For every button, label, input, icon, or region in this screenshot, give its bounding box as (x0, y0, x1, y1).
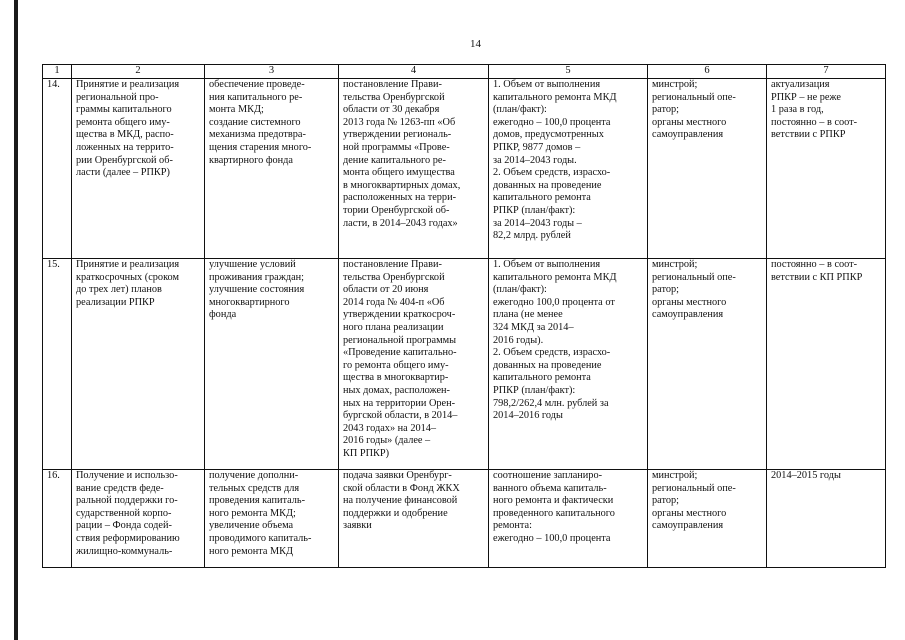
column-header-7: 7 (767, 65, 886, 79)
measure-indicators: 1. Объем от выполнения капитального ремонта МКД (план/факт): ежегодно – 100,0 процента домов, предусмотренных РПКР, 9877 домов – за 2014–2043 годы. 2. Объем средств, израсхо- дованных на проведение капитального ремонта РПКР (план/факт): за 2014–2043 годы – 82,2 млрд. рублей (489, 79, 648, 259)
measure-goal: обеспечение проведе- ния капитального ре- монта МКД; создание системного механизма предотвра- щения старения много- квартирного фонда (205, 79, 339, 259)
measure-document: постановление Прави- тельства Оренбургской области от 30 декабря 2013 года № 1263-пп «Об утверждении региональ- ной программы «Прове- дение капитального ре- монта общего имущества в многоквартирных домах, расположенных на терри- тории Оренбургской об- ласти, в 2014–2043 годах» (339, 79, 489, 259)
measure-name: Получение и использо- вание средств феде- ральной поддержки го- сударственной корпо- рации – Фонда содей- ствия реформированию жилищно-коммуналь- (72, 470, 205, 568)
measure-document: подача заявки Оренбург- ской области в Фонд ЖКХ на получение финансовой поддержки и одобрение заявки (339, 470, 489, 568)
column-header-2: 2 (72, 65, 205, 79)
table-row (43, 470, 886, 568)
page-number: 14 (470, 38, 481, 50)
measures-table (42, 64, 886, 568)
measure-term: постоянно – в соот- ветствии с КП РПКР (767, 259, 886, 470)
column-header-6: 6 (648, 65, 767, 79)
column-header-4: 4 (339, 65, 489, 79)
measure-name: Принятие и реализация региональной про- граммы капитального ремонта общего иму- щества в МКД, распо- ложенных на террито- рии Оренбургской об- ласти (далее – РПКР) (72, 79, 205, 259)
measure-document: постановление Прави- тельства Оренбургской области от 20 июня 2014 года № 404-п «Об утверждении краткосроч- ного плана реализации региональной программы «Проведение капитально- го ремонта общего иму- щества в многоквартир- ных домах, расположен- ных на территории Орен- бургской области, в 2014– 2043 годах» на 2014– 2016 годы» (далее – КП РПКР) (339, 259, 489, 470)
measure-indicators: 1. Объем от выполнения капитального ремонта МКД (план/факт): ежегодно 100,0 процента от плана (не менее 324 МКД за 2014– 2016 годы). 2. Объем средств, израсхо- дованных на проведение капитального ремонта РПКР (план/факт): 798,2/262,4 млн. рублей за 2014–2016 годы (489, 259, 648, 470)
measure-goal: улучшение условий проживания граждан; улучшение состояния многоквартирного фонда (205, 259, 339, 470)
row-number: 15. (43, 259, 72, 470)
column-header-5: 5 (489, 65, 648, 79)
measure-executors: минстрой; региональный опе- ратор; органы местного самоуправления (648, 259, 767, 470)
column-header-1: 1 (43, 65, 72, 79)
row-number: 16. (43, 470, 72, 568)
measure-indicators: соотношение запланиро- ванного объема капиталь- ного ремонта и фактически проведенного капитального ремонта: ежегодно – 100,0 процента (489, 470, 648, 568)
measure-term: актуализация РПКР – не реже 1 раза в год, постоянно – в соот- ветствии с РПКР (767, 79, 886, 259)
measure-executors: минстрой; региональный опе- ратор; органы местного самоуправления (648, 79, 767, 259)
row-number: 14. (43, 79, 72, 259)
measure-executors: минстрой; региональный опе- ратор; органы местного самоуправления (648, 470, 767, 568)
scan-margin-bar (14, 0, 18, 640)
measure-goal: получение дополни- тельных средств для проведения капиталь- ного ремонта МКД; увеличение объема проводимого капиталь- ного ремонта МКД (205, 470, 339, 568)
measure-term: 2014–2015 годы (767, 470, 886, 568)
column-numbers-row (43, 65, 886, 79)
table-row (43, 79, 886, 259)
column-header-3: 3 (205, 65, 339, 79)
measure-name: Принятие и реализация краткосрочных (сроком до трех лет) планов реализации РПКР (72, 259, 205, 470)
table-row (43, 259, 886, 470)
